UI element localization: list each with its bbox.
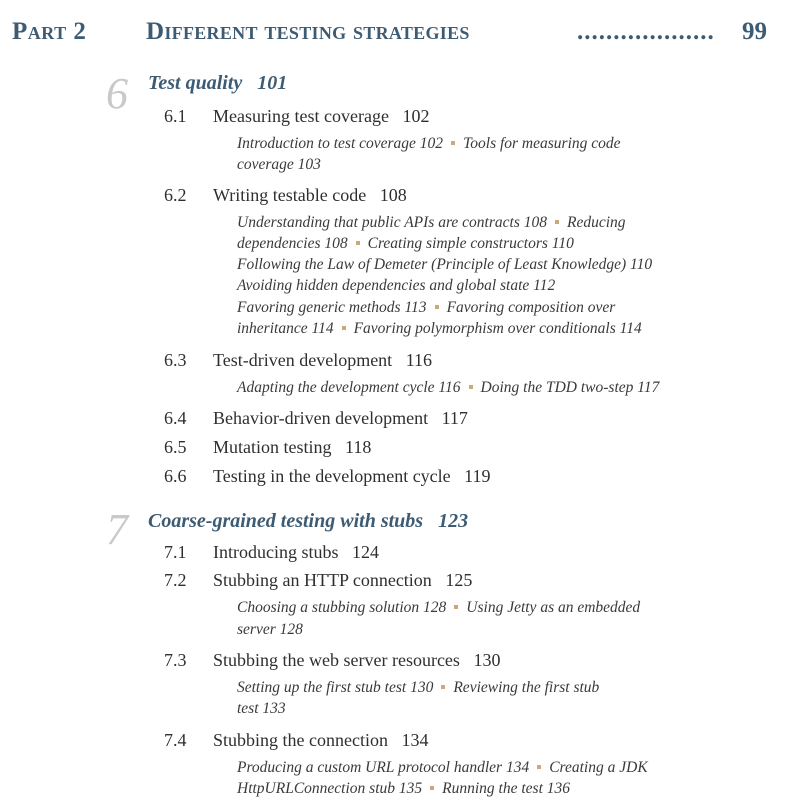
subsection-line [237,700,286,718]
section-number: 7.1 [164,542,187,562]
section-title: Behavior-driven development [213,408,429,428]
subsection-entry[interactable]: coverage 103 [237,156,321,173]
subsection-entry[interactable]: Reviewing the first stub [453,679,600,696]
bullet-separator [451,141,455,145]
subsection-line [237,320,642,338]
chapter-7-page: 123 [438,510,469,532]
subsection-entry[interactable]: Using Jetty as an embedded [466,599,641,616]
section-number: 7.2 [164,570,187,590]
subsection-entry[interactable]: Doing the TDD two-step 117 [480,379,660,396]
subsection-entry[interactable]: Favoring polymorphism over conditionals 114 [353,320,642,337]
part-label: Part 2 [12,18,87,45]
section-number: 6.2 [164,185,187,205]
subsection-entry[interactable]: Creating a JDK [549,759,648,776]
subsection-entry[interactable]: Avoiding hidden dependencies and global state 112 [237,277,556,294]
part-title: Different testing strategies [146,18,470,45]
section-title: Mutation testing [213,437,332,457]
subsection-line [237,780,570,798]
bullet-separator [469,385,473,389]
bullet-separator [555,220,559,224]
part-header [12,18,782,58]
subsection-line [237,759,648,777]
section-number: 6.5 [164,437,187,457]
section-title: Stubbing the web server resources [213,650,460,670]
subsection-entry[interactable]: Following the Law of Demeter (Principle of Least Knowledge) 110 [237,256,653,273]
subsection-line [237,299,615,317]
section-number: 7.3 [164,650,187,670]
section-title: Test-driven development [213,350,393,370]
section-title: Testing in the development cycle [213,466,451,486]
section-title: Stubbing an HTTP connection [213,570,432,590]
subsection-entry[interactable]: HttpURLConnection stub 135 [237,780,423,797]
part-leader-dots: ................... [577,18,715,45]
subsection-entry[interactable]: Understanding that public APIs are contracts 108 [237,214,547,231]
section-page: 130 [473,650,501,670]
section-page: 134 [401,730,429,750]
subsection-entry[interactable]: inheritance 114 [237,320,334,337]
bullet-separator [435,305,439,309]
section-number: 6.4 [164,408,187,428]
subsection-line [237,379,659,397]
bullet-separator [342,326,346,330]
part-page-number: 99 [742,18,767,45]
subsection-line [237,235,574,253]
section-number: 7.4 [164,730,187,750]
section-title: Measuring test coverage [213,106,389,126]
chapter-6-page: 101 [257,72,288,94]
subsection-entry[interactable]: dependencies 108 [237,235,348,252]
subsection-entry[interactable]: Choosing a stubbing solution 128 [237,599,447,616]
section-page: 119 [464,466,491,486]
subsection-entry[interactable]: Producing a custom URL protocol handler 134 [237,759,530,776]
section-number: 6.6 [164,466,187,486]
subsection-entry[interactable]: Reducing [566,214,626,231]
subsection-entry[interactable]: Adapting the development cycle 116 [237,379,461,396]
section-title: Introducing stubs [213,542,339,562]
section-title: Stubbing the connection [213,730,388,750]
chapter-7-number: 7 [106,505,128,554]
bullet-separator [441,685,445,689]
subsection-entry[interactable]: Favoring generic methods 113 [237,299,427,316]
subsection-line [237,621,303,639]
bullet-separator [430,786,434,790]
bullet-separator [454,605,458,609]
bullet-separator [356,241,360,245]
subsection-line [237,679,599,697]
subsection-entry[interactable]: Creating simple constructors 110 [367,235,574,252]
section-page: 116 [405,350,433,370]
section-page: 117 [441,408,468,428]
section-page: 108 [379,185,407,205]
subsection-entry[interactable]: Setting up the first stub test 130 [237,679,434,696]
chapter-6-title[interactable] [148,72,287,95]
bullet-separator [537,765,541,769]
subsection-entry[interactable]: Introduction to test coverage 102 [237,135,444,152]
section-page: 102 [402,106,430,126]
section-title: Writing testable code [213,185,367,205]
subsection-line [237,135,621,153]
chapter-7-title[interactable] [148,510,468,533]
subsection-entry[interactable]: server 128 [237,621,303,638]
chapter-6-title-text: Test quality [148,72,243,94]
section-page: 125 [445,570,473,590]
chapter-7-title-text: Coarse-grained testing with stubs [148,510,424,532]
subsection-line [237,599,640,617]
section-number: 6.3 [164,350,187,370]
subsection-entry[interactable]: test 133 [237,700,286,717]
subsection-entry[interactable]: Tools for measuring code [463,135,621,152]
subsection-line [237,214,626,232]
section-page: 124 [352,542,379,562]
chapter-6-number: 6 [106,69,128,118]
subsection-line [237,277,555,295]
section-number: 6.1 [164,106,187,126]
subsection-line [237,156,321,174]
subsection-line [237,256,652,274]
subsection-entry[interactable]: Favoring composition over [446,299,616,316]
subsection-entry[interactable]: Running the test 136 [442,780,571,797]
section-page: 118 [345,437,372,457]
